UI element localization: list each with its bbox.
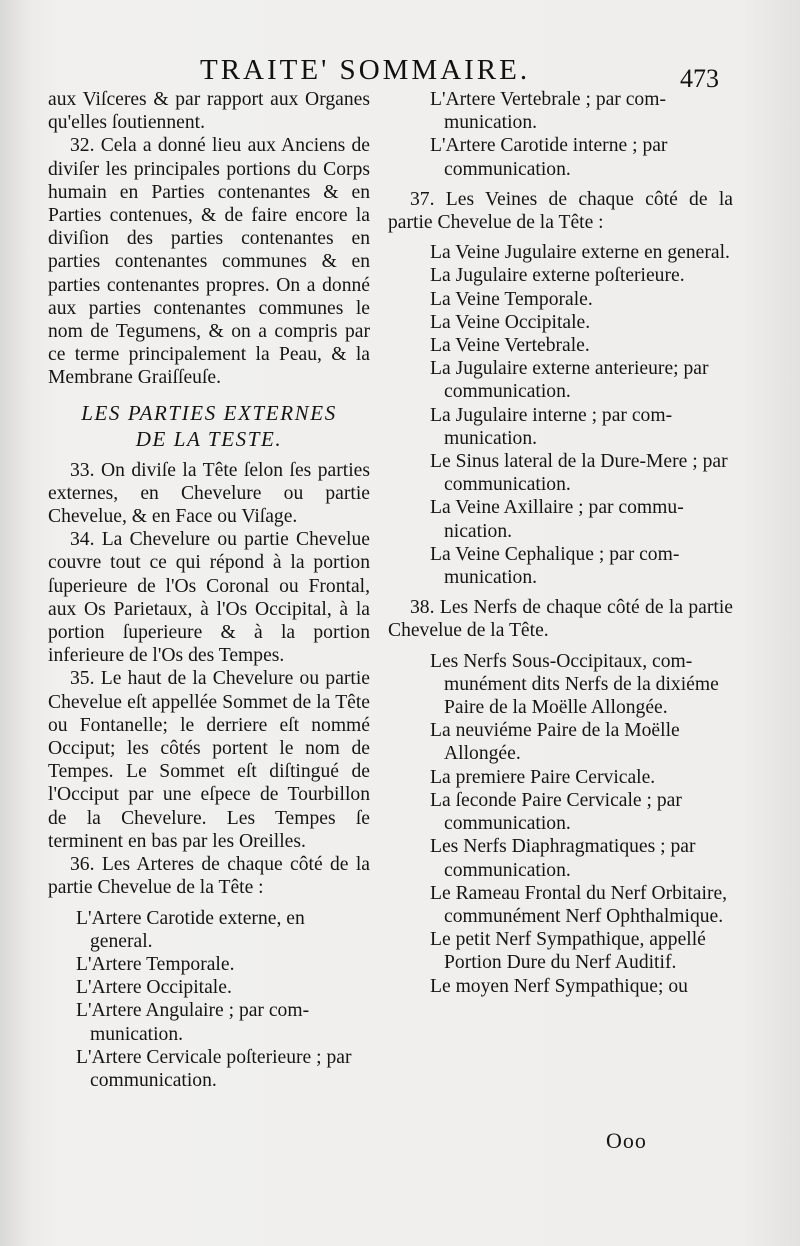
section-heading: [48, 400, 370, 452]
catchword: Ooo: [606, 1128, 647, 1153]
running-title: TRAITE' SOMMAIRE.: [200, 54, 531, 86]
list-item: Le Sinus lateral de la Dure-Mere ; par communication.: [430, 451, 728, 496]
list-item: La Veine Vertebrale.: [430, 335, 590, 357]
list-item: La Jugulaire externe anterieure; par communication.: [430, 358, 709, 403]
artery-list: [48, 907, 370, 1093]
paragraph-35: 35. Le haut de la Chevelure ou partie Chevelue eſt appellée Sommet de la Tête ou Fontanelle; le derriere eſt nommé Occiput; les côtés portent le nom de Tempes. Le Sommet eſt diſtingué de l'Occiput par une eſpece de Tourbillon de la Chevelure. Les Tempes ſe terminent en bas par les Oreilles.: [48, 668, 370, 852]
list-item: Le moyen Nerf Sympathique; ou: [430, 975, 688, 997]
list-item: La Veine Cephalique ; par communication.: [430, 543, 680, 589]
list-item: La ſeconde Paire Cervicale ; par communication.: [430, 789, 682, 835]
list-item: Les Nerfs Diaphragmatiques ; par communication.: [430, 836, 696, 881]
paragraph-continued: aux Viſceres & par rapport aux Organes qu'elles ſoutiennent.: [48, 89, 370, 134]
list-item: La Veine Occipitale.: [430, 311, 591, 333]
list-item: La Veine Axillaire ; par communication.: [430, 497, 684, 542]
list-item: L'Artere Carotide externe, en general.: [76, 907, 305, 952]
section-heading-line-1: LES PARTIES EXTERNES: [81, 400, 337, 425]
list-item: L'Artere Angulaire ; par communication.: [76, 1000, 310, 1045]
paragraph-36: 36. Les Arteres de chaque côté de la partie Chevelue de la Tête :: [48, 854, 370, 899]
list-item: L'Artere Temporale.: [76, 953, 235, 975]
list-item: La Veine Jugulaire externe en general.: [430, 242, 730, 264]
left-column: [48, 88, 370, 1092]
list-item: Le Rameau Frontal du Nerf Orbitaire, communément Nerf Ophthalmique.: [430, 882, 728, 927]
list-item: L'Artere Vertebrale ; par communication.: [430, 89, 667, 134]
list-item: L'Artere Carotide interne ; par communication.: [430, 135, 668, 180]
list-item: La Jugulaire interne ; par communication.: [430, 404, 673, 449]
artery-list-continued: [388, 88, 733, 181]
paragraph-32: 32. Cela a donné lieu aux Anciens de diviſer les principales portions du Corps humain en Parties contenantes & en Parties contenues, & de faire encore la diviſion des parties contenantes en parties contenantes communes & en parties contenantes propres. On a donné aux parties contenantes communes le nom de Tegumens, & on a compris par ce terme principalement la Peau, & la Membrane Graiſſeuſe.: [48, 135, 370, 389]
paragraph-37: 37. Les Veines de chaque côté de la partie Chevelue de la Tête :: [388, 188, 733, 234]
list-item: La neuviéme Paire de la Moëlle Allongée.: [430, 720, 680, 765]
page-number: 473: [680, 64, 719, 93]
list-item: Les Nerfs Sous-Occipitaux, communément dits Nerfs de la dixiéme Paire de la Moëlle Allongée.: [430, 650, 719, 719]
paragraph-33: 33. On diviſe la Tête ſelon ſes parties externes, en Chevelure ou partie Chevelue, & en Face ou Viſage.: [48, 459, 370, 528]
list-item: L'Artere Cervicale poſterieure ; par communication.: [76, 1046, 352, 1091]
paragraph-38: 38. Les Nerfs de chaque côté de la partie Chevelue de la Tête.: [388, 597, 733, 642]
list-item: Le petit Nerf Sympathique, appellé Portion Dure du Nerf Auditif.: [430, 929, 706, 974]
nerve-list: [388, 650, 733, 998]
vein-list: [388, 241, 733, 589]
list-item: La Jugulaire externe poſterieure.: [430, 265, 685, 287]
list-item: La Veine Temporale.: [430, 288, 593, 310]
list-item: La premiere Paire Cervicale.: [430, 766, 656, 788]
section-heading-line-2: DE LA TESTE.: [135, 426, 283, 451]
paragraph-34: 34. La Chevelure ou partie Chevelue couvre tout ce qui répond à la portion ſuperieure de l'Os Coronal ou Frontal, aux Os Parietaux, à l'Os Occipital, à la portion ſuperieure & à la portion inferieure de l'Os des Tempes.: [48, 529, 370, 667]
list-item: L'Artere Occipitale.: [76, 977, 232, 999]
right-column: [388, 88, 733, 998]
